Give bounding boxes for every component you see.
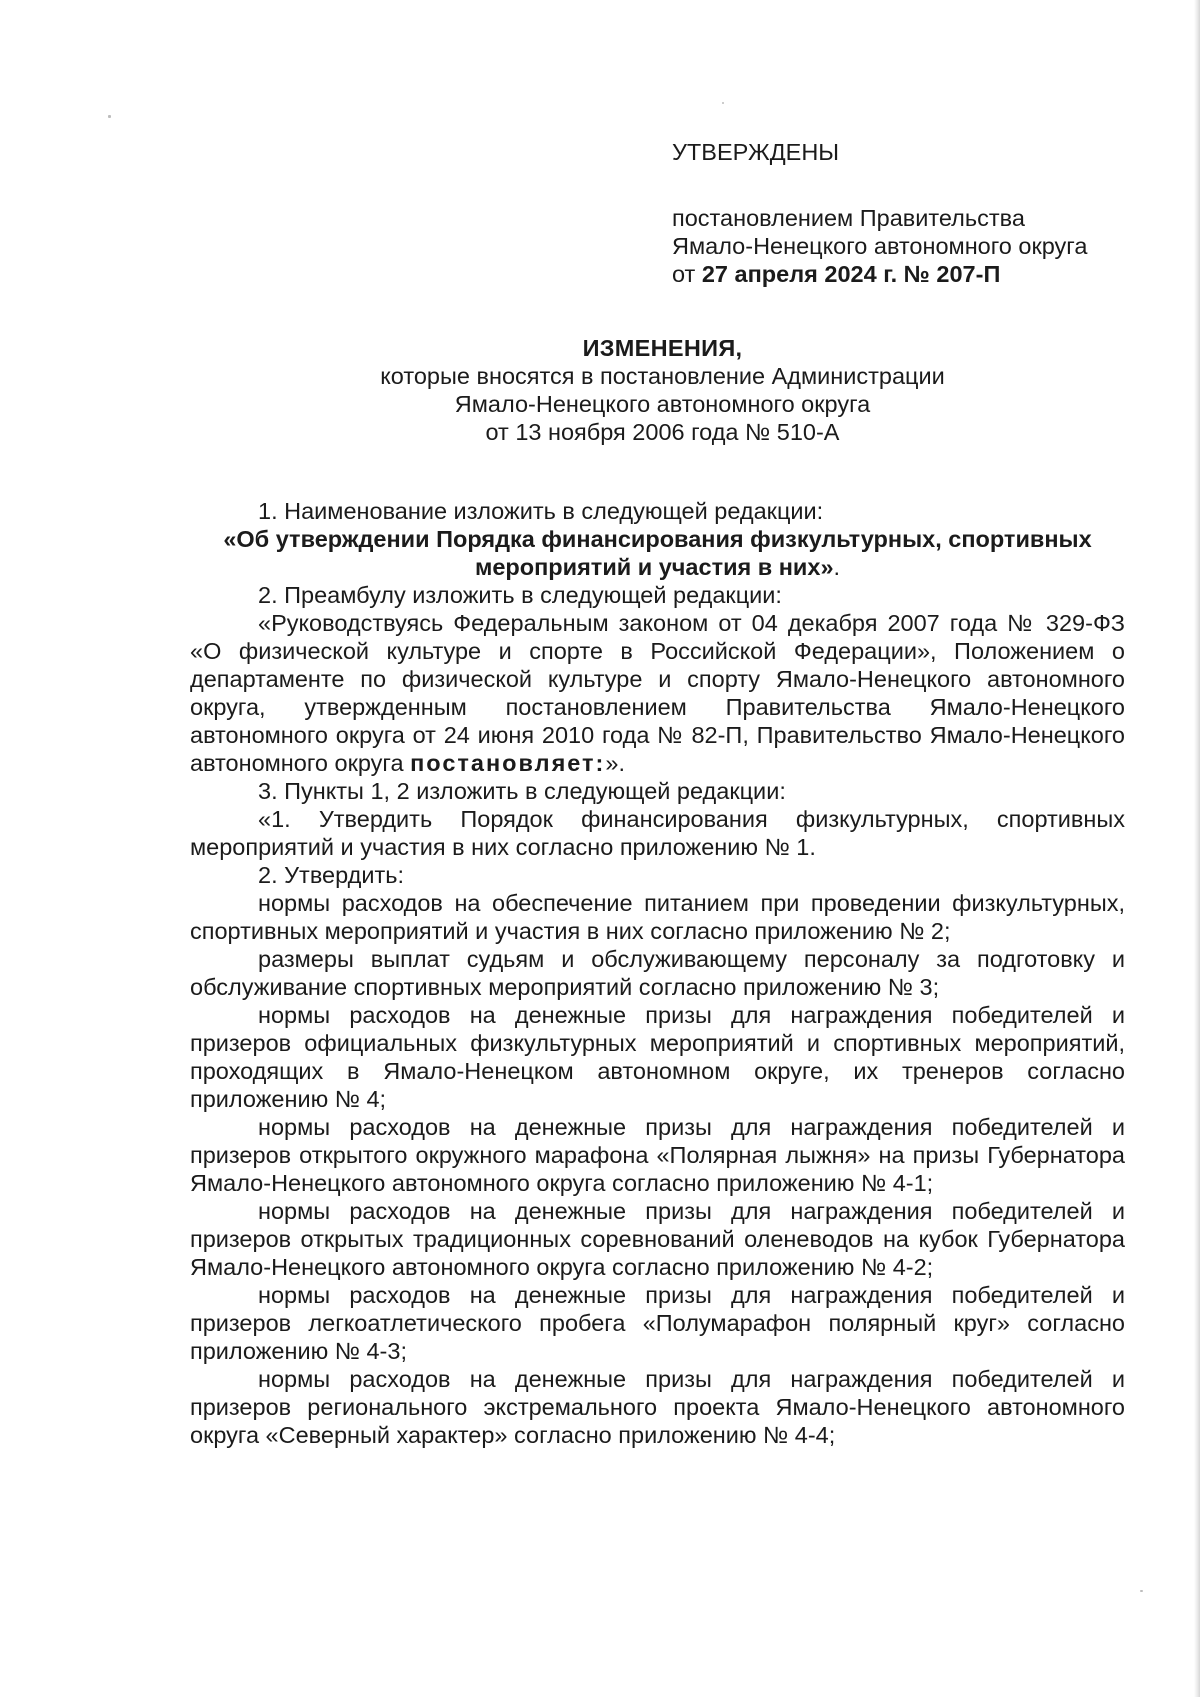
- approval-line-1: постановлением Правительства: [672, 205, 1025, 231]
- paragraph-1-quote: [190, 525, 1125, 581]
- preamble-end: ».: [605, 750, 625, 776]
- scan-speck: [1140, 1590, 1143, 1592]
- paragraph-8: размеры выплат судьям и обслуживающему персоналу за подготовку и обслуживание спортивных мероприятий согласно приложению № 3;: [190, 946, 1125, 1000]
- paragraph-1: 1. Наименование изложить в следующей редакции:: [258, 498, 824, 524]
- preamble-decree-word: постановляет:: [410, 750, 606, 776]
- scan-speck: [722, 102, 724, 104]
- paragraph-6: 2. Утвердить:: [258, 862, 405, 888]
- paragraph-4: 3. Пункты 1, 2 изложить в следующей редакции:: [258, 778, 786, 804]
- paragraph-12: нормы расходов на денежные призы для награждения победителей и призеров легкоатлетического пробега «Полумарафон полярный круг» согласно приложению № 4-3;: [190, 1282, 1125, 1364]
- document-title: ИЗМЕНЕНИЯ,: [582, 335, 743, 361]
- approval-stamp-block: [672, 138, 1142, 288]
- preamble-text: «Руководствуясь Федеральным законом от 04 декабря 2007 года № 329-ФЗ «О физической культуре и спорте в Российской Федерации», Положением о департаменте по физической культуре и спорту Ямало-Ненецкого автономного округа, утвержденным постановлением Правительства Ямало-Ненецкого автономного округа от 24 июня 2010 года № 82-П, Правительство Ямало-Ненецкого автономного округа: [190, 610, 1125, 776]
- paragraph-7: нормы расходов на обеспечение питанием при проведении физкультурных, спортивных мероприятий и участия в них согласно приложению № 2;: [190, 890, 1125, 944]
- paragraph-3-preamble: [190, 609, 1125, 777]
- paragraph-5: «1. Утвердить Порядок финансирования физкультурных, спортивных мероприятий и участия в них согласно приложению № 1.: [190, 806, 1125, 860]
- scan-edge-shadow: [1194, 0, 1200, 1697]
- approval-date-prefix: от: [672, 261, 702, 287]
- document-title-block: [190, 334, 1135, 446]
- title-subline-3: от 13 ноября 2006 года № 510-А: [485, 419, 840, 445]
- approved-heading: УТВЕРЖДЕНЫ: [672, 139, 840, 165]
- approval-date-number: 27 апреля 2024 г. № 207-П: [701, 261, 1001, 287]
- paragraph-11: нормы расходов на денежные призы для награждения победителей и призеров открытых традиционных соревнований оленеводов на кубок Губернатора Ямало-Ненецкого автономного округа согласно приложению № 4-2;: [190, 1198, 1125, 1280]
- approval-line-3: [672, 260, 1142, 288]
- new-title-quote: «Об утверждении Порядка финансирования физкультурных, спортивных мероприятий и участия в них»: [223, 526, 1092, 580]
- approval-line-2: Ямало-Ненецкого автономного округа: [672, 233, 1088, 259]
- scan-speck: [108, 115, 111, 118]
- title-subline-2: Ямало-Ненецкого автономного округа: [454, 391, 871, 417]
- paragraph-2: 2. Преамбулу изложить в следующей редакции:: [258, 582, 782, 608]
- paragraph-13: нормы расходов на денежные призы для награждения победителей и призеров регионального экстремального проекта Ямало-Ненецкого автономного округа «Северный характер» согласно приложению № 4-4;: [190, 1366, 1125, 1448]
- new-title-quote-end: .: [833, 554, 841, 580]
- title-subline-1: которые вносятся в постановление Администрации: [380, 363, 945, 389]
- paragraph-10: нормы расходов на денежные призы для награждения победителей и призеров открытого окружного марафона «Полярная лыжня» на призы Губернатора Ямало-Ненецкого автономного округа согласно приложению № 4-1;: [190, 1114, 1125, 1196]
- paragraph-9: нормы расходов на денежные призы для награждения победителей и призеров официальных физкультурных мероприятий и спортивных мероприятий, проходящих в Ямало-Ненецком автономном округе, их тренеров согласно приложению № 4;: [190, 1002, 1125, 1112]
- document-body: [190, 497, 1125, 1449]
